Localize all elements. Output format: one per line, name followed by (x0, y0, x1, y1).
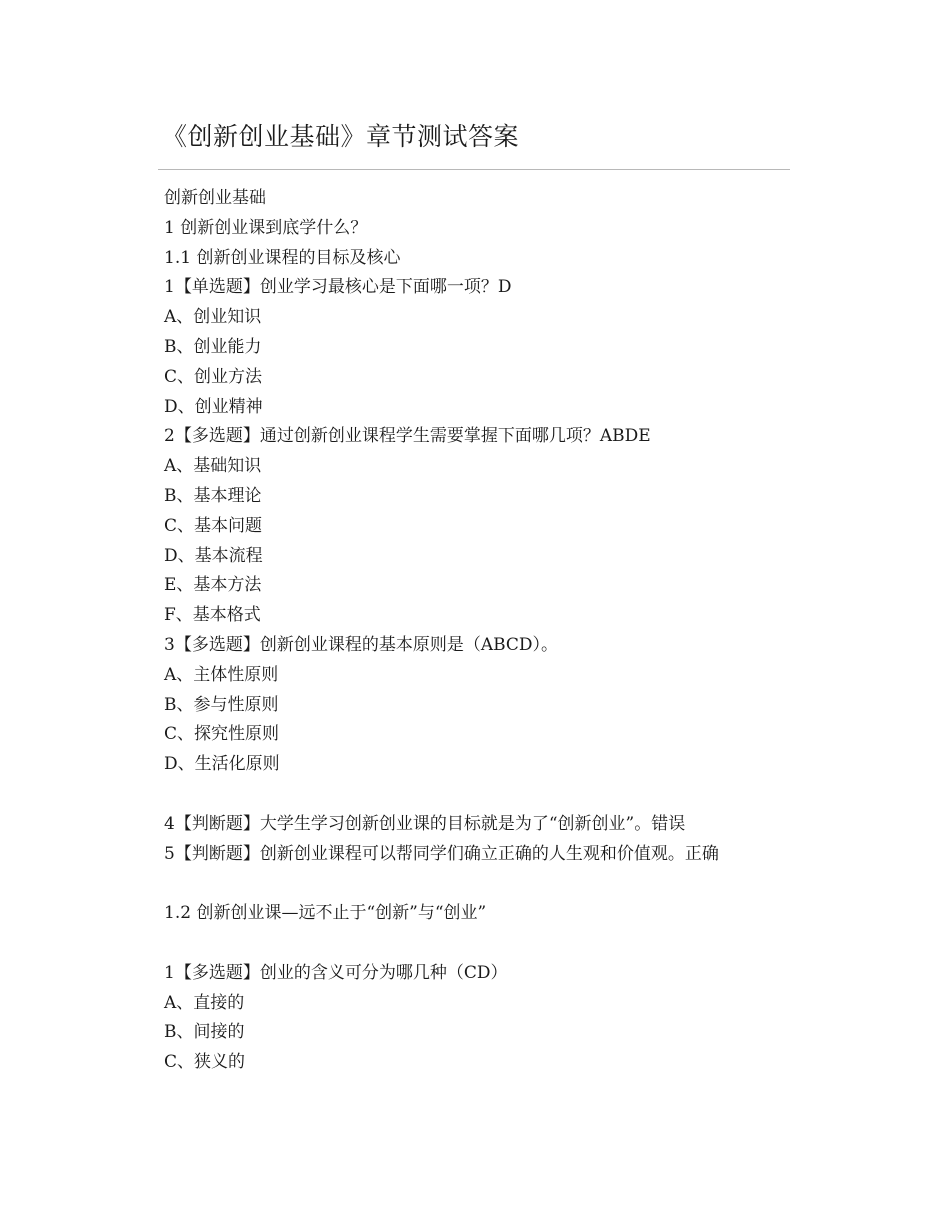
blank-line (164, 869, 774, 899)
answer-option: E、基本方法 (164, 575, 262, 596)
answer-option: B、参与性原则 (164, 694, 279, 715)
blank-line (164, 780, 774, 810)
answer-option: A、直接的 (164, 992, 245, 1013)
question-text: 5【判断题】创新创业课程可以帮同学们确立正确的人生观和价值观。正确 (164, 843, 719, 864)
answer-option: F、基本格式 (164, 605, 261, 626)
question-text: 3【多选题】创新创业课程的基本原则是（ABCD）。 (164, 634, 559, 655)
title-divider (158, 169, 790, 170)
answer-option: D、基本流程 (164, 545, 263, 566)
section-heading: 创新创业基础 (164, 188, 266, 208)
subsection-heading: 1.1 创新创业课程的目标及核心 (164, 247, 401, 268)
answer-option: B、创业能力 (164, 336, 262, 357)
answer-option: D、生活化原则 (164, 754, 280, 775)
question-text: 1【多选题】创业的含义可分为哪几种（CD） (164, 962, 508, 983)
answer-option: B、间接的 (164, 1022, 245, 1043)
blank-line (164, 929, 774, 959)
answer-option: D、创业精神 (164, 396, 263, 417)
subsection-heading: 1.2 创新创业课—远不止于“创新”与“创业” (164, 903, 487, 924)
answer-option: C、探究性原则 (164, 724, 280, 745)
question-text: 4【判断题】大学生学习创新创业课的目标就是为了“创新创业”。错误 (164, 813, 686, 834)
answer-option: A、主体性原则 (164, 664, 279, 685)
answer-option: A、创业知识 (164, 307, 262, 328)
document-body (164, 184, 774, 1078)
question-text: 2【多选题】通过创新创业课程学生需要掌握下面哪几项？ABDE (164, 426, 651, 447)
document-title: 《创新创业基础》章节测试答案 (162, 122, 520, 151)
question-text: 1【单选题】创业学习最核心是下面哪一项？D (164, 277, 512, 298)
answer-option: B、基本理论 (164, 485, 262, 506)
answer-option: C、基本问题 (164, 515, 263, 536)
answer-option: C、创业方法 (164, 366, 263, 387)
answer-option: A、基础知识 (164, 456, 262, 477)
chapter-heading: 1 创新创业课到底学什么？ (164, 217, 368, 238)
answer-option: C、狭义的 (164, 1052, 246, 1073)
